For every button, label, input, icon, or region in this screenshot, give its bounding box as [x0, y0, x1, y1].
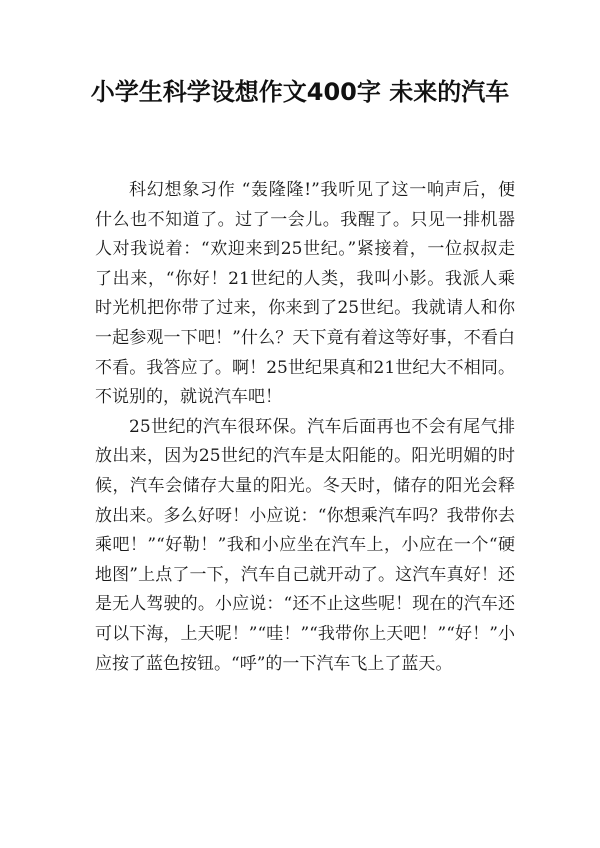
article-body: [95, 176, 515, 679]
page-title: 小学生科学设想作文400字 未来的汽车: [90, 78, 510, 106]
paragraph-1: 科幻想象习作 “轰隆隆!”我听见了这一响声后，便什么也不知道了。过了一会儿。我醒了。只见一排机器人对我说着：“欢迎来到25世纪。”紧接着，一位叔叔走了出来，“你好！21世纪的人类，我叫小影。我派人乘时光机把你带了过来，你来到了25世纪。我就请人和你一起参观一下吧！”什么？天下竟有着这等好事，不看白不看。我答应了。啊！25世纪果真和21世纪大不相同。不说别的，就说汽车吧！: [95, 180, 515, 408]
paragraph-2: 25世纪的汽车很环保。汽车后面再也不会有尾气排放出来，因为25世纪的汽车是太阳能的。阳光明媚的时候，汽车会储存大量的阳光。冬天时，储存的阳光会释放出来。多么好呀！小应说：“你想乘汽车吗？我带你去乘吧！”“好勒！”我和小应坐在汽车上，小应在一个“硬地图”上点了一下，汽车自己就开动了。这汽车真好！还是无人驾驶的。小应说：“还不止这些呢！现在的汽车还可以下海，上天呢！”“哇！”“我带你上天吧！”“好！”小应按了蓝色按钮。“呼”的一下汽车飞上了蓝天。: [95, 416, 515, 674]
